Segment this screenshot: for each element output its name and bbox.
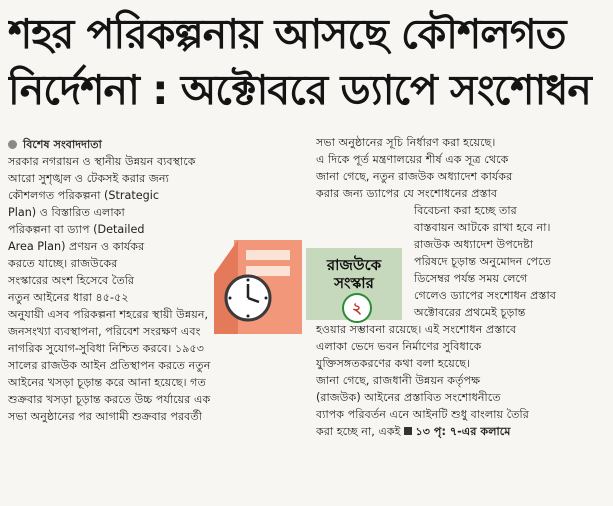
series-badge bbox=[306, 248, 402, 320]
body-line: ডিসেম্বর পর্যন্ত সময় লেগে bbox=[414, 272, 528, 285]
clock-tower-icon bbox=[210, 236, 306, 336]
body-line: জানা গেছে, নতুন রাজউক অধ্যাদেশ কার্যকর bbox=[316, 170, 513, 183]
headline-line-1: শহর পরিকল্পনায় আসছে কৌশলগত bbox=[8, 10, 566, 58]
body-line: পরিকল্পনা বা ড্যাপ (Detailed bbox=[8, 223, 145, 236]
body-line bbox=[316, 423, 608, 440]
body-line: জানা গেছে, রাজধানী উন্নয়ন কর্তৃপক্ষ bbox=[316, 374, 481, 387]
body-line: Plan) ও বিস্তারিত এলাকা bbox=[8, 206, 125, 219]
body-line: এলাকা ভেদে ভবন নির্মাণের সুবিধাকে bbox=[316, 340, 482, 353]
byline bbox=[8, 136, 306, 153]
body-line: জনসংখ্যা ব্যবস্থাপনা, পরিবেশ সংরক্ষণ এবং bbox=[8, 325, 201, 338]
body-line: কৌশলগত পরিকল্পনা (Strategic bbox=[8, 189, 159, 202]
byline-text: বিশেষ সংবাদদাতা bbox=[23, 138, 102, 151]
body-line-text: করা হচ্ছে না, একই bbox=[316, 425, 401, 438]
body-line: অক্টোবরের প্রথমেই চূড়ান্ত bbox=[414, 306, 526, 319]
body-line: নতুন আইনের ধারা ৪৫-৫২ bbox=[8, 291, 129, 304]
body-line: ব্যাপক পরিবর্তন এনে আইনটি শুধু বাংলায় তৈরি bbox=[316, 408, 529, 421]
body-line: করতে যাচ্ছে। রাজউকের bbox=[8, 257, 118, 270]
body-line: শুক্রবার খসড়া চূড়ান্ত করতে উচ্চ পর্যায়ের এক bbox=[8, 393, 211, 406]
square-icon bbox=[404, 427, 412, 435]
badge-title-line-2: সংস্কার bbox=[334, 274, 374, 292]
body-line: করার জন্য ড্যাপের যে সংশোধনের প্রস্তাব bbox=[316, 187, 498, 200]
body-line: বাস্তবায়ন আটকে রাখা হবে না। bbox=[414, 221, 551, 234]
continued-text: ১৩ পৃ: ৭-এর কলামে bbox=[415, 425, 511, 438]
body-line: (রাজউক) আইনের প্রস্তাবিত সংশোধনীতে bbox=[316, 391, 501, 404]
body-line: আরো সুশৃঙ্খল ও টেকসই করার জন্য bbox=[8, 172, 169, 185]
body-line: যুক্তিসঙ্গতকরণের কথা বলা হয়েছে। bbox=[316, 357, 471, 370]
body-line: সংস্কারের অংশ হিসেবে তৈরি bbox=[8, 274, 135, 287]
body-line: আইনের খসড়া চূড়ান্ত করে আনা হয়েছে। গত bbox=[8, 376, 206, 389]
bullet-icon bbox=[8, 140, 17, 149]
body-line: গেলেও ড্যাপের সংশোধন প্রস্তাব bbox=[414, 289, 556, 302]
body-line: হওয়ার সম্ভাবনা রয়েছে। এই সংশোধন প্রস্তাবে bbox=[316, 323, 517, 336]
headline-line-2: নির্দেশনা : অক্টোবরে ড্যাপে সংশোধন bbox=[8, 66, 591, 114]
body-line: বিবেচনা করা হচ্ছে তার bbox=[414, 204, 517, 217]
series-graphic bbox=[210, 236, 402, 336]
body-line: এ দিকে পূর্ত মন্ত্রণালয়ের শীর্ষ এক সূত্র থেকে bbox=[316, 153, 509, 166]
body-line: সরকার নগরায়ন ও স্থানীয় উন্নয়ন ব্যবস্থাকে bbox=[8, 155, 196, 168]
body-line: সালের রাজউক আইন প্রতিস্থাপন করতে নতুন bbox=[8, 359, 211, 372]
body-line: পরিষদে চূড়ান্ত অনুমোদন পেতে bbox=[414, 255, 552, 268]
body-line: সভা অনুষ্ঠানের সূচি নির্ধারণ করা হয়েছে। bbox=[316, 136, 496, 149]
headline bbox=[8, 6, 606, 118]
series-number: ২ bbox=[342, 293, 372, 323]
body-line: অনুযায়ী এসব পরিকল্পনা শহরের স্থায়ী উন্নয়ন, bbox=[8, 308, 209, 321]
body-line: Area Plan) প্রণয়ন ও কার্যকর bbox=[8, 240, 145, 253]
body-line: সভা অনুষ্ঠানের পর আগামী শুক্রবার পরবর্তী bbox=[8, 410, 202, 423]
body-line: নাগরিক সুযোগ-সুবিধা নিশ্চিত করবে। ১৯৫৩ bbox=[8, 342, 205, 355]
badge-title-line-1: রাজউকে bbox=[326, 256, 382, 274]
continued-note bbox=[401, 425, 511, 438]
body-line: রাজউক অধ্যাদেশ উপদেষ্টা bbox=[414, 238, 534, 251]
